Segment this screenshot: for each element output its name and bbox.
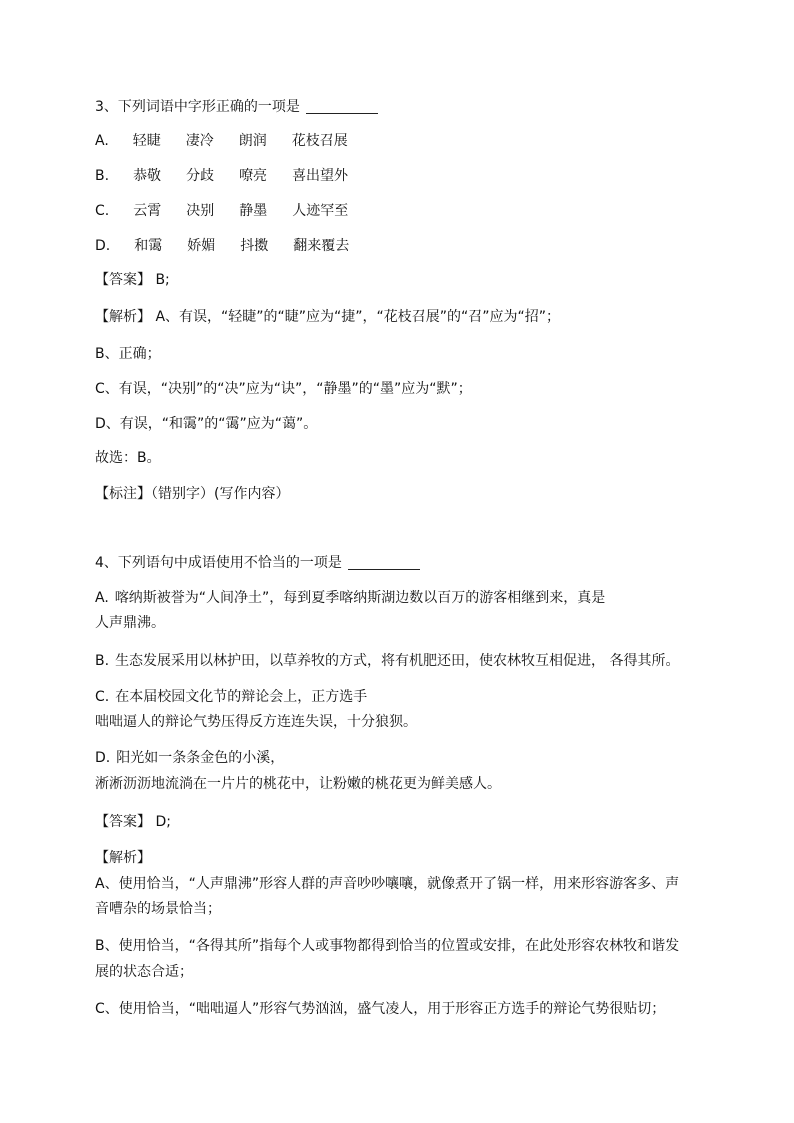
option-word: 翻来覆去 [293, 238, 350, 254]
option-label: A. [95, 590, 109, 606]
q3-analysis-line: D、有误，“和霭”的“霭”应为“蔼”。 [95, 416, 318, 432]
q3-option-c [95, 202, 348, 220]
q3-analysis-line: C、有误，“决别”的“决”应为“诀”，“静墨”的“墨”应为“默”； [95, 381, 472, 397]
option-word: 喜出望外 [292, 168, 349, 184]
q3-analysis-line: 【解析】 A、有误，“轻睫”的“睫”应为“捷”，“花枝召展”的“召”应为“招”； [95, 309, 561, 325]
option-word: 和霭 [134, 238, 163, 254]
option-label: C. [95, 203, 110, 219]
option-word: 凄冷 [185, 133, 214, 149]
option-label: B. [95, 168, 110, 184]
q4-analysis-line: A、使用恰当，“人声鼎沸”形容人群的声音吵吵嚷嚷，就像煮开了锅一样，用来形容游客多、声 [95, 876, 680, 892]
q4-option-d [95, 749, 284, 767]
option-label: B. [95, 653, 110, 669]
q3-analysis-line: B、正确； [95, 346, 161, 362]
option-word: 分歧 [186, 168, 215, 184]
q3-option-a [95, 132, 348, 150]
q3-tag: 【标注】（错别字）(写作内容） [95, 486, 290, 502]
q4-analysis-line: C、使用恰当，“咄咄逼人”形容气势汹汹，盛气凌人，用于形容正方选手的辩论气势很贴切； [95, 1001, 666, 1017]
option-word: 静墨 [239, 203, 268, 219]
q4-option-c [95, 688, 367, 706]
option-word: 朗润 [238, 133, 267, 149]
option-text: 在本届校园文化节的辩论会上，正方选手 [115, 689, 368, 705]
option-word: 抖擞 [240, 238, 269, 254]
q4-option-d-cont: 淅淅沥沥地流淌在一片片的桃花中，让粉嫩的桃花更为鲜美感人。 [95, 776, 501, 792]
answer-blank [306, 99, 378, 114]
option-text: 喀纳斯被誉为“人间净土”，每到夏季喀纳斯湖边数以百万的游客相继到来，真是 [114, 590, 606, 606]
option-word: 云霄 [133, 203, 162, 219]
q3-answer: 【答案】 B; [95, 272, 170, 288]
option-text: 生态发展采用以林护田，以草养牧的方式，将有机肥还田，使农林牧互相促进， 各得其所。 [115, 653, 680, 669]
option-label: A. [95, 133, 109, 149]
q3-conclusion: 故选：B。 [95, 450, 161, 466]
q4-analysis-line: B、使用恰当，“各得其所”指每个人或事物都得到恰当的位置或安排，在此处形容农林牧和谐发 [95, 938, 680, 954]
q4-option-a-cont: 人声鼎沸。 [95, 615, 165, 631]
q4-option-c-cont: 咄咄逼人的辩论气势压得反方连连失误，十分狼狈。 [95, 714, 417, 730]
option-text: 阳光如一条条金色的小溪， [116, 750, 285, 766]
q3-option-d [95, 237, 349, 255]
q3-stem-text: 3、下列词语中字形正确的一项是 [95, 99, 300, 115]
answer-blank [348, 555, 420, 570]
q4-answer: 【答案】 D; [95, 814, 171, 830]
q4-stem-text: 4、下列语句中成语使用不恰当的一项是 [95, 555, 342, 571]
q4-stem [95, 554, 420, 572]
option-word: 恭敬 [133, 168, 162, 184]
option-word: 娇媚 [187, 238, 216, 254]
q3-option-b [95, 167, 348, 185]
q4-analysis-line: 音嘈杂的场景恰当； [95, 901, 221, 917]
q4-option-a [95, 589, 605, 607]
option-word: 嘹亮 [239, 168, 268, 184]
q3-stem [95, 98, 378, 116]
option-label: D. [95, 238, 111, 254]
q4-analysis-head: 【解析】 [95, 850, 151, 866]
option-word: 花枝召展 [291, 133, 348, 149]
option-label: C. [95, 689, 110, 705]
option-word: 决别 [186, 203, 215, 219]
option-word: 轻睫 [132, 133, 161, 149]
option-label: D. [95, 750, 111, 766]
q4-analysis-line: 展的状态合适； [95, 964, 193, 980]
q4-option-b [95, 652, 680, 670]
option-word: 人迹罕至 [292, 203, 349, 219]
